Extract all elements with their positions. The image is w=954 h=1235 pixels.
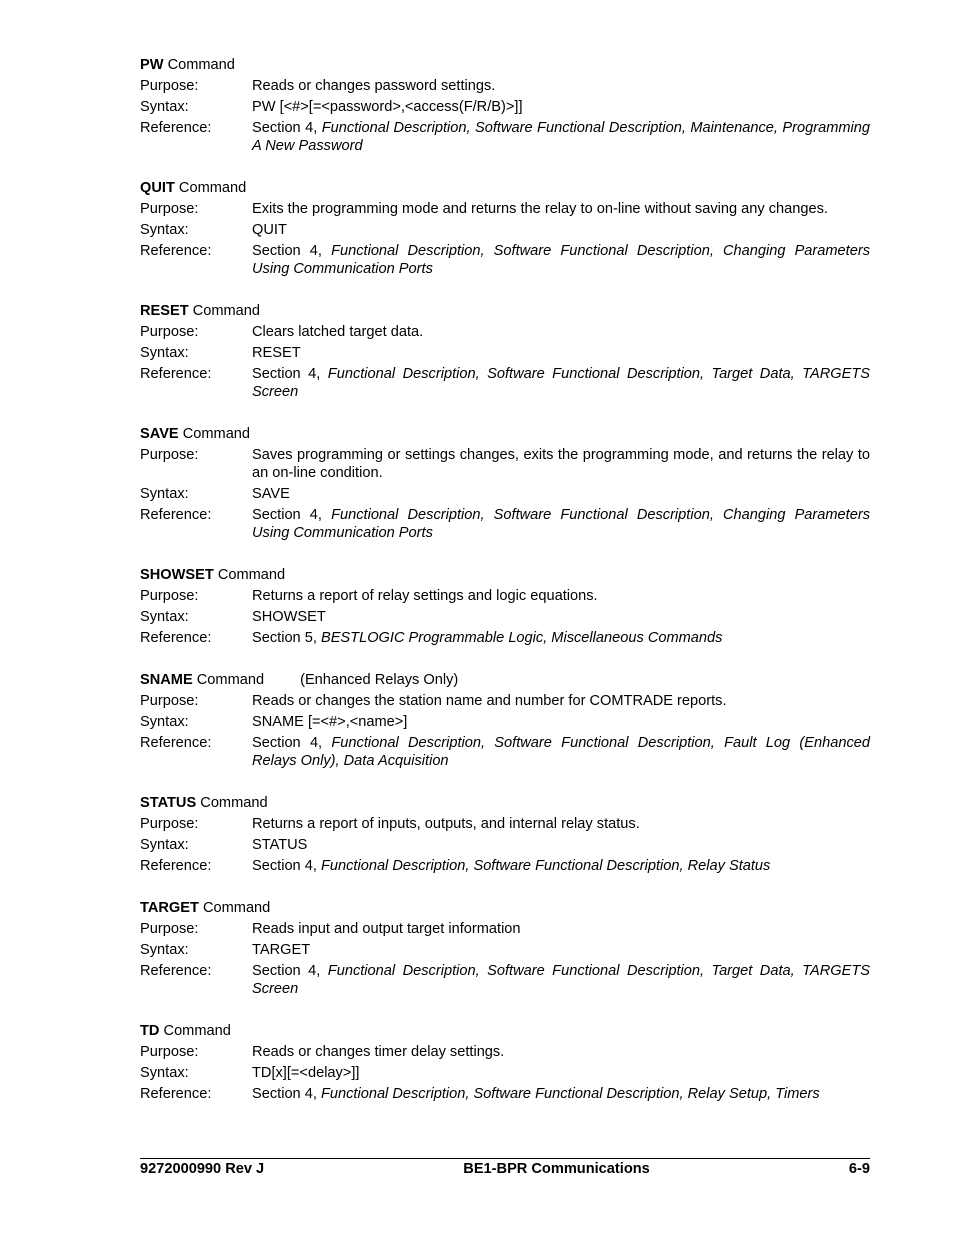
footer-page-number: 6-9 — [848, 1161, 870, 1177]
reference-label: Reference: — [140, 120, 212, 136]
syntax-label: Syntax: — [140, 486, 189, 502]
command-block-td — [140, 1022, 870, 1103]
syntax-text: PW [<#>[=<password>,<access(F/R/B)>]] — [252, 99, 523, 115]
purpose-text: Reads input and output target information — [252, 921, 521, 937]
command-title: PW Command — [140, 57, 235, 73]
purpose-label: Purpose: — [140, 324, 199, 340]
reference-text: Section 4, Functional Description, Software Functional Description, Fault Log (Enhanced Relays Only), Data Acquisition — [252, 735, 870, 769]
command-block-quit — [140, 179, 870, 278]
purpose-label: Purpose: — [140, 816, 199, 832]
footer-title: BE1-BPR Communications — [463, 1161, 650, 1177]
syntax-label: Syntax: — [140, 222, 189, 238]
purpose-text: Saves programming or settings changes, exits the programming mode, and returns the relay to an on-line condition. — [252, 447, 870, 481]
command-name: SAVE — [140, 426, 179, 442]
reference-text: Section 4, Functional Description, Software Functional Description, Target Data, TARGETS Screen — [252, 963, 870, 997]
purpose-text: Clears latched target data. — [252, 324, 424, 340]
purpose-label: Purpose: — [140, 588, 199, 604]
reference-label: Reference: — [140, 1086, 212, 1102]
command-block-target — [140, 899, 870, 998]
purpose-label: Purpose: — [140, 447, 199, 463]
purpose-text: Reads or changes password settings. — [252, 78, 496, 94]
purpose-label: Purpose: — [140, 921, 199, 937]
command-name: STATUS — [140, 795, 197, 811]
reference-label: Reference: — [140, 735, 212, 751]
command-block-pw — [140, 56, 870, 155]
syntax-text: SHOWSET — [252, 609, 326, 625]
reference-label: Reference: — [140, 630, 212, 646]
command-block-reset — [140, 302, 870, 401]
reference-text: Section 5, BESTLOGIC Programmable Logic, Miscellaneous Commands — [252, 630, 723, 646]
reference-text: Section 4, Functional Description, Software Functional Description, Relay Setup, Timers — [252, 1086, 820, 1102]
reference-text: Section 4, Functional Description, Software Functional Description, Maintenance, Programming A New Password — [252, 120, 870, 154]
command-name: QUIT — [140, 180, 175, 196]
purpose-text: Returns a report of inputs, outputs, and internal relay status. — [252, 816, 640, 832]
command-block-save — [140, 425, 870, 542]
syntax-text: STATUS — [252, 837, 308, 853]
syntax-label: Syntax: — [140, 345, 189, 361]
command-name: SHOWSET — [140, 567, 214, 583]
command-name: TARGET — [140, 900, 199, 916]
syntax-text: SAVE — [252, 486, 290, 502]
syntax-label: Syntax: — [140, 99, 189, 115]
reference-text: Section 4, Functional Description, Software Functional Description, Target Data, TARGETS Screen — [252, 366, 870, 400]
reference-text: Section 4, Functional Description, Software Functional Description, Changing Parameters Using Communication Ports — [252, 507, 870, 541]
command-name: RESET — [140, 303, 189, 319]
reference-text: Section 4, Functional Description, Software Functional Description, Relay Status — [252, 858, 771, 874]
syntax-text: SNAME [=<#>,<name>] — [252, 714, 408, 730]
page-footer — [140, 1158, 870, 1177]
reference-label: Reference: — [140, 366, 212, 382]
command-title: TARGET Command — [140, 900, 271, 916]
reference-label: Reference: — [140, 243, 212, 259]
command-name: TD — [140, 1023, 160, 1039]
command-title: SHOWSET Command — [140, 567, 286, 583]
syntax-text: TARGET — [252, 942, 311, 958]
syntax-label: Syntax: — [140, 837, 189, 853]
command-note: (Enhanced Relays Only) — [300, 672, 459, 688]
syntax-label: Syntax: — [140, 1065, 189, 1081]
reference-label: Reference: — [140, 858, 212, 874]
footer-doc-number: 9272000990 Rev J — [140, 1161, 265, 1177]
purpose-label: Purpose: — [140, 1044, 199, 1060]
command-name: PW — [140, 57, 164, 73]
command-title: SAVE Command — [140, 426, 251, 442]
reference-label: Reference: — [140, 963, 212, 979]
purpose-label: Purpose: — [140, 78, 199, 94]
command-title: TD Command — [140, 1023, 231, 1039]
purpose-label: Purpose: — [140, 201, 199, 217]
syntax-label: Syntax: — [140, 942, 189, 958]
command-title: SNAME Command (Enhanced Relays Only) — [140, 672, 459, 688]
command-list — [140, 56, 870, 1127]
command-title: QUIT Command — [140, 180, 247, 196]
command-block-status — [140, 794, 870, 875]
syntax-text: RESET — [252, 345, 301, 361]
syntax-label: Syntax: — [140, 714, 189, 730]
syntax-text: TD[x][=<delay>]] — [252, 1065, 360, 1081]
reference-label: Reference: — [140, 507, 212, 523]
command-name: SNAME — [140, 672, 193, 688]
purpose-text: Reads or changes the station name and number for COMTRADE reports. — [252, 693, 727, 709]
syntax-text: QUIT — [252, 222, 287, 238]
reference-text: Section 4, Functional Description, Software Functional Description, Changing Parameters Using Communication Ports — [252, 243, 870, 277]
command-block-sname — [140, 671, 870, 770]
command-title: RESET Command — [140, 303, 261, 319]
command-block-showset — [140, 566, 870, 647]
command-title: STATUS Command — [140, 795, 268, 811]
purpose-text: Exits the programming mode and returns the relay to on-line without saving any changes. — [252, 201, 828, 217]
syntax-label: Syntax: — [140, 609, 189, 625]
purpose-text: Returns a report of relay settings and logic equations. — [252, 588, 598, 604]
purpose-label: Purpose: — [140, 693, 199, 709]
purpose-text: Reads or changes timer delay settings. — [252, 1044, 505, 1060]
